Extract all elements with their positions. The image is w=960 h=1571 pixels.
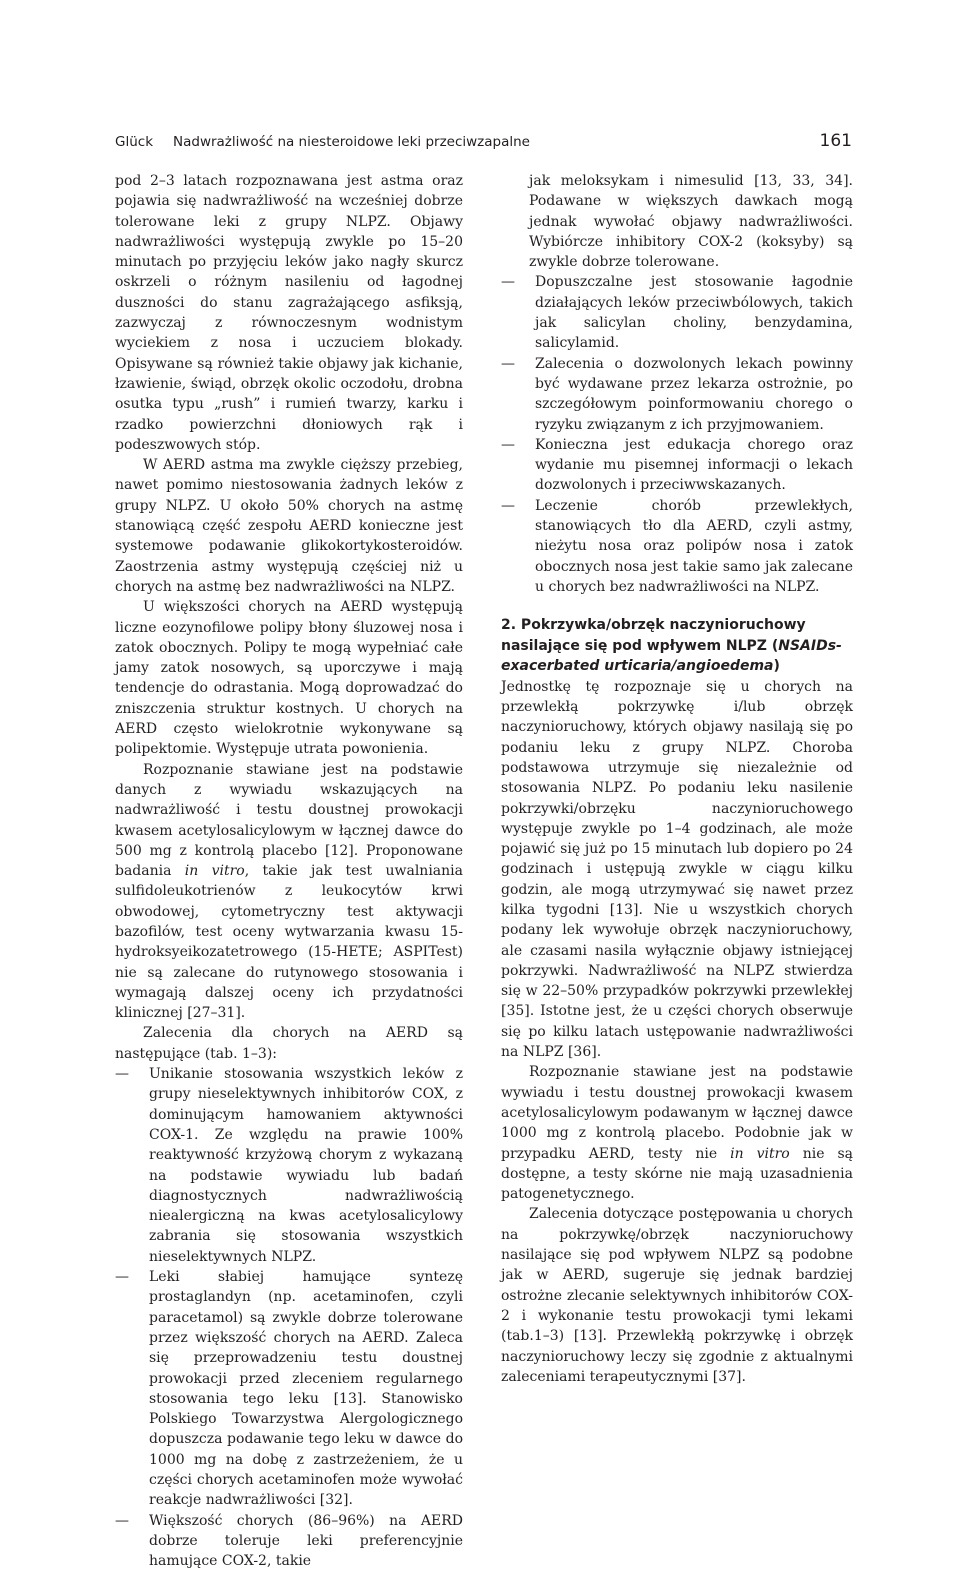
paragraph-polyps: U większości chorych na AERD występują liczne eozynofilowe polipy błony śluzowej nosa i zatok obocznych. Polipy te mogą wypełniać całe jamy zatok nosowych, są uporczywe i mają tendencje do odrastania. Mogą doprowadzać do zniszczenia struktur kostnych. U chorych na AERD często wielokrotnie wykonywane są polipektomie. Występuje utrata powonienia. [115,599,463,758]
paragraph-diagnosis: Rozpoznanie stawiane jest na podstawie danych z wywiadu wskazujących na nadwrażliwość i testu doustnej prowokacji kwasem acetylosalicylowym w łącznej dawce do 500 mg z kontrolą placebo [12]. Proponowane badania in vitro, takie jak test uwalniania sulfidoleukotrienów z leukocytów krwi obwodowej, cytometryczny test aktywacji bazofilów, test oceny wytwarzania kwasu 15-hydroksyeikozatetrowego (15-HETE; ASPITest) nie są zalecane do rutynowego stosowania i wymagają dalszej oceny ich przydatności klinicznej [27–31]. [115,761,463,1022]
right-column [501,171,853,1387]
list-item: — Większość chorych (86–96%) na AERD dobrze toleruje leki preferencyjnie hamujące COX-2, takie [115,1512,463,1570]
paragraph-recommendations-intro: Zalecenia dla chorych na AERD są następujące (tab. 1–3): [115,1025,463,1062]
header-author: Glück [115,134,154,150]
list-item: — Dopuszczalne jest stosowanie łagodnie działających leków przeciwbólowych, takich jak salicylan choliny, benzydamina, salicylamid. [501,274,853,352]
paragraph-aerd-asthma: W AERD astma ma zwykle cięższy przebieg, nawet pomimo niestosowania żadnych leków z grupy NLPZ. U około 50% chorych na astmę stanowiącą część zespołu AERD konieczne jest systemowe podawanie glikokortykosteroidów. Zaostrzenia astmy występują częściej niż u chorych na astmę bez nadwrażliwości na NLPZ. [115,457,463,595]
running-header [115,131,852,155]
list-item: — Zalecenia o dozwolonych lekach powinny być wydawane przez lekarza ostrożnie, po szczegółowym poinformowaniu chorego o ryzyku związanym z ich przyjmowaniem. [501,355,853,433]
list-item: — Leczenie chorób przewlekłych, stanowiących tło dla AERD, czyli astmy, nieżytu nosa oraz polipów nosa i zatok obocznych nosa jest takie samo jak zalecane u chorych bez nadwrażliwości na NLPZ. [501,497,853,595]
paragraph-symptoms: pod 2–3 latach rozpoznawana jest astma oraz pojawia się nadwrażliwość na wcześniej dobrze tolerowane leki z grupy NLPZ. Objawy nadwrażliwości występują zwykle po 15–20 minutach po przyjęciu leków jako nagły skurcz oskrzeli o różnym nasileniu od łagodnej duszności do stanu zagrażającego asfiksją, zazwyczaj z równoczesnym wodnistym wyciekiem z nosa i uczuciem blokady. Opisywane są również takie objawy jak kichanie, łzawienie, świąd, obrzęk okolic oczodołu, drobna osutka typu „rush” i rumień twarzy, karku i rzadko powierzchni dłoniowych rąk i podeszwowych stóp. [115,173,463,453]
dash-bullet: — [501,355,515,372]
paragraph-urticaria-recommendations: Zalecenia dotyczące postępowania u chorych na pokrzywkę/obrzęk naczynioruchowy nasilające się pod wpływem NLPZ są podobne jak w AERD, sugeruje się jednak bardziej ostrożne zlecanie selektywnych inhibitorów COX-2 i wykonanie testu prowokacji tymi lekami (tab.1–3) [13]. Przewlekłą pokrzywkę i obrzęk naczynioruchowy leczy się zgodnie z aktualnymi zaleceniami terapeutycznymi [37]. [501,1206,853,1385]
dash-bullet: — [501,497,515,514]
paragraph-urticaria-diagnosis: Rozpoznanie stawiane jest na podstawie wywiadu i testu doustnej prowokacji kwasem acetylosalicylowym podawanym w łącznej dawce 1000 mg z kontrolą placebo. Podobnie jak w przypadku AERD, testy nie in vitro nie są dostępne, a testy skórne nie mają uzasadnienia patogenetycznego. [501,1064,854,1203]
section-heading: 2. Pokrzywka/obrzęk naczynioruchowy nasilające się pod wpływem NLPZ (NSAIDs-exacerbated urticaria/angioedema) [501,617,842,675]
page-number: 161 [819,131,852,151]
list-item: — Konieczna jest edukacja chorego oraz wydanie mu pisemnej informacji o lekach dozwolonych i przeciwwskazanych. [501,436,853,494]
paragraph-continuation: jak meloksykam i nimesulid [13, 33, 34]. Podawane w większych dawkach mogą jednak wywołać objawy nadwrażliwości. Wybiórcze inhibitory COX-2 (koksyby) są zwykle dobrze tolerowane. [529,173,853,271]
list-item: — Unikanie stosowania wszystkich leków z grupy nieselektywnych inhibitorów COX, z dominującym hamowaniem aktywności COX-1. Ze względu na prawie 100% reaktywność krzyżową chorym z wykazaną na podstawie wywiadu lub badań diagnostycznych nadwrażliwością niealergiczną na kwas acetylosalicylowy zabrania się stosowania wszystkich nieselektywnych NLPZ. [115,1066,463,1265]
dash-bullet: — [501,274,515,291]
list-item: — Leki słabiej hamujące syntezę prostaglandyn (np. acetaminofen, czyli paracetamol) są zwykle dobrze tolerowane przez większość chorych na AERD. Zaleca się przeprowadzeniu testu doustnej prowokacji przed zleceniem regularnego stosowania tego leku [13]. Stanowisko Polskiego Towarzystwa Alergologicznego dopuszcza podawanie tego leku w dawce do 1000 mg na dobę z zastrzeżeniem, że u części chorych acetaminofen może wywołać reakcje nadwrażliwości [32]. [115,1269,463,1509]
dash-bullet: — [115,1066,129,1083]
dash-bullet: — [115,1512,129,1529]
left-column [115,171,463,1571]
dash-bullet: — [501,436,515,453]
paragraph-urticaria: Jednostkę tę rozpoznaje się u chorych na przewlekłą pokrzywkę i/lub obrzęk naczynioruchowy, których objawy nasilają się po podaniu leku z grupy NLPZ. Choroba podstawowa utrzymuje się niezależnie od stosowania NLPZ. Po podaniu leku nasilenie pokrzywki/obrzęku naczynioruchowego występuje zwykle po 1–4 godzinach, ale może pojawić się już po 15 minutach lub dopiero po 24 godzinach i ustępują zwykle w ciągu kilku godzin, ale mogą utrzymywać się nawet przez kilka tygodni [13]. Nie u wszystkich chorych podany lek wywołuje obrzęk naczynioruchowy, ale czasami nasila wyłącznie objawy istniejącej pokrzywki. Nadwrażliwość na NLPZ stwierdza się w 22–50% przypadków pokrzywki przewlekłej [35]. Istotne jest, że u części chorych obserwuje się po kilku latach ustępowanie nadwrażliwości na NLPZ [36]. [501,678,853,1061]
dash-bullet: — [115,1269,129,1286]
header-title: Nadwrażliwość na niesteroidowe leki przeciwzapalne [173,134,530,150]
